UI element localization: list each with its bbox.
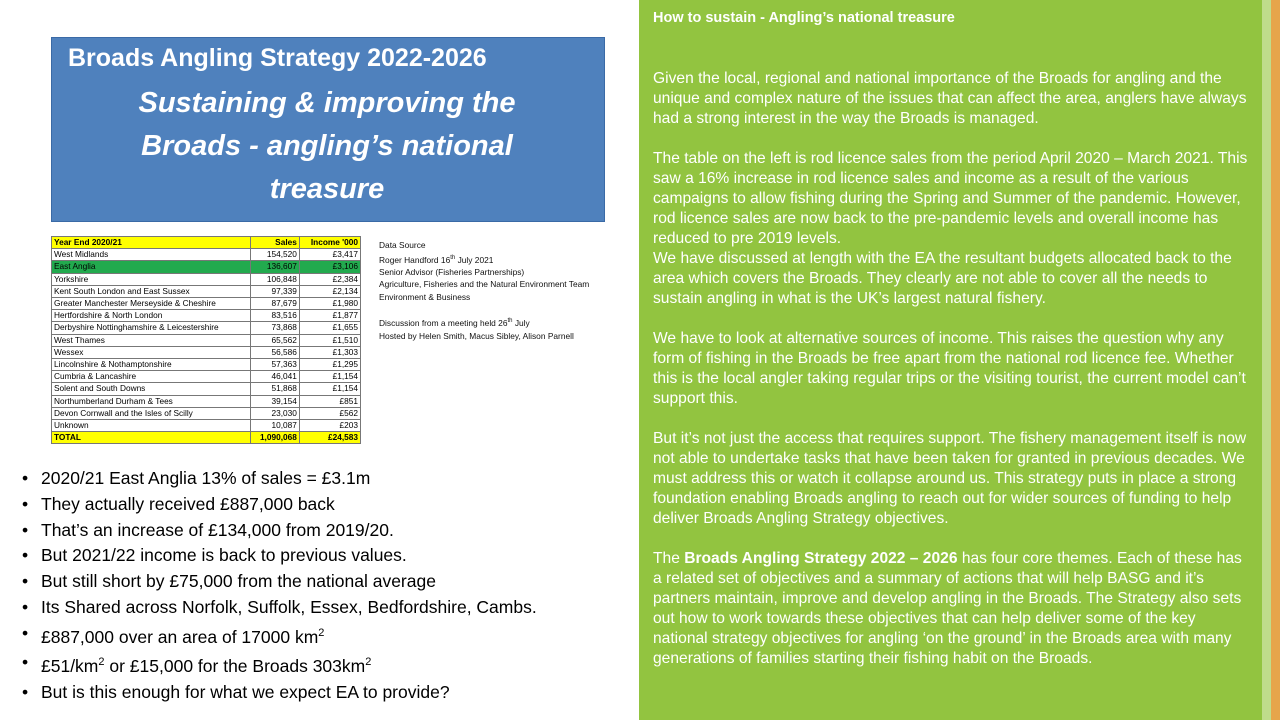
- table-row: [52, 249, 361, 261]
- cell-region: Solent and South Downs: [52, 383, 251, 395]
- cell-sales: 154,520: [250, 249, 299, 261]
- cell-region: Hertfordshire & North London: [52, 310, 251, 322]
- cell-sales: 56,586: [250, 346, 299, 358]
- cell-region: Devon Cornwall and the Isles of Scilly: [52, 407, 251, 419]
- cell-sales: 10,087: [250, 420, 299, 432]
- source-role: Senior Advisor (Fisheries Partnerships): [379, 266, 525, 277]
- cell-region: Lincolnshire & Nothamptonshire: [52, 359, 251, 371]
- cell-income: £3,417: [299, 249, 360, 261]
- decorative-edge-accent: [1271, 0, 1280, 720]
- source-dept: Environment & Business: [379, 291, 471, 302]
- cell-income: £562: [299, 407, 360, 419]
- cell-income: £1,655: [299, 322, 360, 334]
- table-row: [52, 322, 361, 334]
- cell-sales: 51,868: [250, 383, 299, 395]
- table-row: [52, 334, 361, 346]
- paragraph-importance: Given the local, regional and national importance of the Broads for angling and the unique and complex nature of the issues that can affect the area, anglers have always had a strong interest in the way the Broads is managed.: [653, 70, 1247, 127]
- cell-sales: 87,679: [250, 298, 299, 310]
- table-row: [52, 407, 361, 419]
- panel-heading: How to sustain - Angling’s national treasure: [653, 10, 955, 26]
- cell-sales: 97,339: [250, 285, 299, 297]
- table-row: [52, 310, 361, 322]
- cell-income: £2,384: [299, 273, 360, 285]
- table-row: [52, 395, 361, 407]
- paragraph-licence-sales: The table on the left is rod licence sales from the period April 2020 – March 2021. This saw a 16% increase in rod licence sales and income as a result of the various campaigns to allow fishing during the Spring and Summer of the pandemic. However, rod licence sales are now back to the pre-pandemic levels and overall income has reduced to pre 2019 levels.: [653, 150, 1248, 247]
- header-region: Year End 2020/21: [52, 237, 251, 249]
- cell-sales: 106,848: [250, 273, 299, 285]
- stats-bullet-list: [22, 466, 537, 706]
- decorative-edge-band: [1262, 0, 1271, 720]
- rod-licence-sales-table: [51, 236, 361, 444]
- table-row: [52, 285, 361, 297]
- header-income: Income '000: [299, 237, 360, 249]
- slide-subtitle: Sustaining & improving the Broads - angling’s national treasure: [138, 87, 516, 205]
- table-total-row: [52, 432, 361, 444]
- list-item: • Its Shared across Norfolk, Suffolk, Essex, Bedfordshire, Cambs.: [22, 595, 537, 621]
- cell-region: Kent South London and East Sussex: [52, 285, 251, 297]
- cell-region: Yorkshire: [52, 273, 251, 285]
- cell-income: £1,980: [299, 298, 360, 310]
- cell-sales: 23,030: [250, 407, 299, 419]
- list-item: • 2020/21 East Anglia 13% of sales = £3.1m: [22, 466, 537, 492]
- paragraph-alternative-income: We have to look at alternative sources of income. This raises the question why any form of fishing in the Broads be free apart from the national rod licence fee. Whether this is the local angler taking regular trips or the visiting tourist, the current model can’t support this.: [653, 330, 1246, 407]
- table-row: [52, 383, 361, 395]
- source-team: Agriculture, Fisheries and the Natural Environment Team: [379, 279, 590, 290]
- cell-income: £1,877: [299, 310, 360, 322]
- header-sales: Sales: [250, 237, 299, 249]
- cell-sales: 57,363: [250, 359, 299, 371]
- cell-sales: 46,041: [250, 371, 299, 383]
- table-row: [52, 371, 361, 383]
- cell-sales: 1,090,068: [250, 432, 299, 444]
- cell-sales: 83,516: [250, 310, 299, 322]
- strategy-text-panel: [639, 0, 1262, 720]
- cell-sales: 136,607: [250, 261, 299, 273]
- cell-region: Wessex: [52, 346, 251, 358]
- list-item: • But still short by £75,000 from the national average: [22, 569, 537, 595]
- cell-income: £3,106: [299, 261, 360, 273]
- cell-income: £1,303: [299, 346, 360, 358]
- paragraph-fishery-management: But it’s not just the access that requires support. The fishery management itself is now not able to undertake tasks that have been taken for granted in previous decades. We must address this or watch it collapse around us. This strategy puts in place a strong foundation enabling Broads angling to reach out for wider sources of funding to help deliver Broads Angling Strategy objectives.: [653, 430, 1247, 527]
- cell-region: Unknown: [52, 420, 251, 432]
- data-source-note: [379, 239, 589, 342]
- discussion-note: Discussion from a meeting held 26th July: [379, 318, 530, 329]
- cell-income: £1,295: [299, 359, 360, 371]
- list-item: • But 2021/22 income is back to previous values.: [22, 543, 537, 569]
- table-row: [52, 261, 361, 273]
- table-header-row: [52, 237, 361, 249]
- cell-income: £1,154: [299, 383, 360, 395]
- source-label: Data Source: [379, 240, 426, 250]
- list-item: • They actually received £887,000 back: [22, 492, 537, 518]
- source-person: Roger Handford 16th July 2021: [379, 254, 494, 265]
- cell-region: Northumberland Durham & Tees: [52, 395, 251, 407]
- cell-income: £1,510: [299, 334, 360, 346]
- cell-income: £2,134: [299, 285, 360, 297]
- list-item: • £887,000 over an area of 17000 $km^2$: [22, 621, 537, 651]
- paragraph-ea-budgets: We have discussed at length with the EA the resultant budgets allocated back to the area which covers the Broads. They clearly are not able to cover all the needs to sustain angling in what is the UK’s largest natural fishery.: [653, 250, 1232, 307]
- cell-region: West Thames: [52, 334, 251, 346]
- cell-income: £1,154: [299, 371, 360, 383]
- cell-region: Derbyshire Nottinghamshire & Leicestershire: [52, 322, 251, 334]
- paragraph-core-themes: The Broads Angling Strategy 2022 – 2026 has four core themes. Each of these has a related set of objectives and a summary of actions that will help BASG and it’s partners maintain, improve and develop angling in the Broads. The Strategy also sets out how to work towards these objectives that can help deliver some of the key national strategy objectives for angling ‘on the ground’ in the Broads area with many generations of families starting their fishing habit on the Broads.: [653, 550, 1242, 667]
- cell-region: West Midlands: [52, 249, 251, 261]
- table-row: [52, 420, 361, 432]
- cell-region: Cumbria & Lancashire: [52, 371, 251, 383]
- cell-sales: 73,868: [250, 322, 299, 334]
- table-row: [52, 346, 361, 358]
- cell-region: East Anglia: [52, 261, 251, 273]
- table-row: [52, 359, 361, 371]
- slide-title: Broads Angling Strategy 2022-2026: [68, 44, 487, 72]
- cell-region: Greater Manchester Merseyside & Cheshire: [52, 298, 251, 310]
- list-item: • $£51/km^2$ or £15,000 for the Broads $303km^2$: [22, 650, 537, 680]
- list-item: • That’s an increase of £134,000 from 2019/20.: [22, 518, 537, 544]
- table-row: [52, 298, 361, 310]
- hosts-note: Hosted by Helen Smith, Macus Sibley, Alison Parnell: [379, 330, 574, 341]
- cell-income: £851: [299, 395, 360, 407]
- cell-income: £24,583: [299, 432, 360, 444]
- cell-region: TOTAL: [52, 432, 251, 444]
- cell-sales: 65,562: [250, 334, 299, 346]
- table-row: [52, 273, 361, 285]
- list-item: • But is this enough for what we expect EA to provide?: [22, 680, 537, 706]
- cell-sales: 39,154: [250, 395, 299, 407]
- title-box: [51, 37, 605, 222]
- cell-income: £203: [299, 420, 360, 432]
